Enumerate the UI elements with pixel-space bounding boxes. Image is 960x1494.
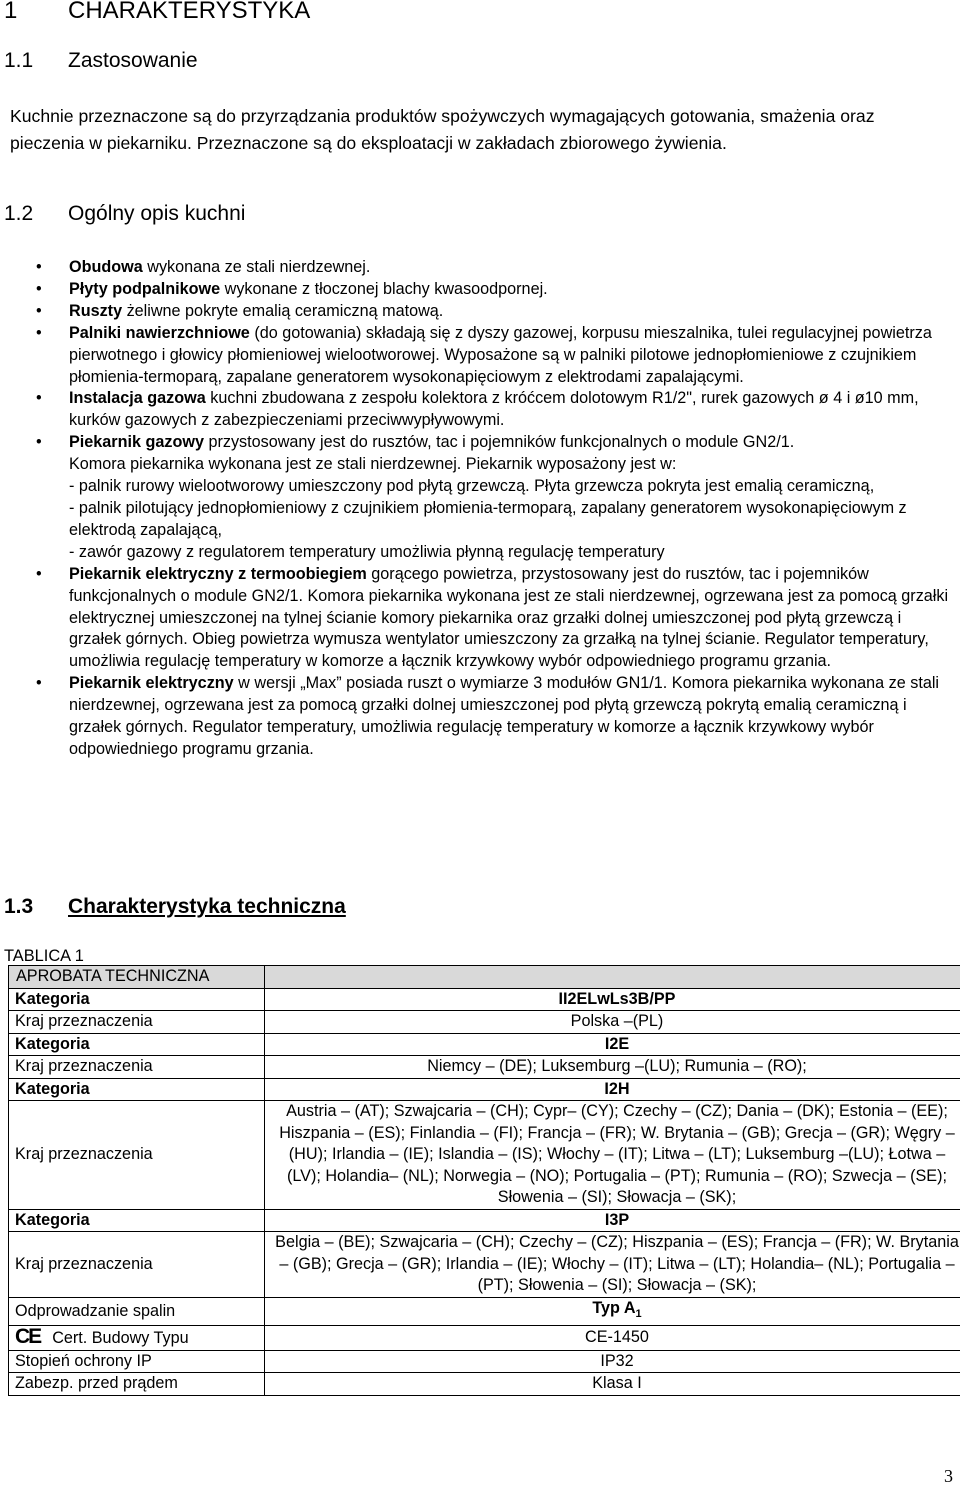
list-item	[0, 388, 960, 432]
row-label-cell	[9, 1056, 265, 1079]
spec-table	[8, 965, 960, 1396]
table-row	[9, 1350, 960, 1373]
list-item	[0, 564, 960, 674]
row-value-cell	[265, 1101, 960, 1210]
chapter-title: CHARAKTERYSTYKA	[68, 0, 311, 24]
row-label: Kategoria	[15, 1210, 90, 1229]
row-value-cell	[265, 1297, 960, 1326]
row-value-cell	[265, 1011, 960, 1034]
page-number: 3	[944, 1466, 953, 1486]
row-value: Belgia – (BE); Szwajcaria – (CH); Czechy – (CZ); Hiszpania – (ES); Francja – (FR); W. Brytania – (GB); Grecja – (GR); Irlandia – (IE); Włochy – (IT); Litwa – (LT); Holandia– (NL); Portugalia – (PT); Słowenia – (SI); Słowacja – (SK);	[275, 1233, 959, 1294]
row-value-cell	[265, 1373, 960, 1396]
row-label-cell	[9, 1232, 265, 1298]
section-heading-1-2	[4, 201, 245, 227]
row-value: Klasa I	[592, 1374, 642, 1393]
chapter-heading	[4, 0, 310, 26]
row-label: Kategoria	[15, 1079, 90, 1098]
row-label-cell	[9, 1373, 265, 1396]
list-item-term: Instalacja gazowa	[69, 389, 206, 408]
list-item-text: kuchni zbudowana z zespołu kolektora z króćcem dolotowym R1/2", rurek gazowych ø 4 i ø10 mm, kurków gazowych z zabezpieczeniami przeciwwypływowymi.	[69, 389, 919, 430]
table-row	[9, 1078, 960, 1101]
section-heading-1-3	[4, 894, 346, 920]
chapter-number: 1	[4, 0, 18, 24]
bullet-icon: •	[36, 323, 42, 342]
row-value: I2H	[604, 1079, 630, 1098]
bullet-icon: •	[36, 564, 42, 583]
row-label-cell	[9, 1033, 265, 1056]
list-item-line: - zawór gazowy z regulatorem temperatury umożliwia płynną regulację temperatury	[69, 542, 665, 561]
row-value: I3P	[604, 1210, 630, 1229]
row-value: Niemcy – (DE); Luksemburg –(LU); Rumunia – (RO);	[427, 1057, 807, 1075]
table-header-row	[9, 966, 960, 989]
bullet-icon: •	[36, 674, 42, 693]
bullet-icon: •	[36, 433, 42, 452]
list-item-term: Piekarnik elektryczny z termoobiegiem	[69, 564, 367, 583]
list-item	[0, 673, 960, 761]
list-item-text: żeliwne pokryte emalią ceramiczną matową.	[122, 301, 444, 320]
row-label-cell	[9, 1326, 265, 1351]
list-item	[0, 323, 960, 389]
list-item-text: (do gotowania) składają się z dyszy gazowej, korpusu mieszalnika, tulei regulacyjnej powietrza pierwotnego i głowicy płomieniowej wielootworowej. Wyposażone są w palniki pilotowe jednopłomieniowe z czujnikiem płomienia-termoparą, zapalane generatorem wysokonapięciowym z elektrodami zapalającymi.	[69, 323, 932, 386]
table-row	[9, 1326, 960, 1351]
row-value-cell	[265, 1326, 960, 1351]
row-value-cell	[265, 1232, 960, 1298]
list-item	[0, 257, 960, 279]
section-title: Zastosowanie	[68, 49, 198, 72]
section-number: 1.1	[4, 49, 34, 72]
row-label: Kategoria	[15, 989, 90, 1008]
row-value-cell	[265, 1078, 960, 1101]
table-row	[9, 1209, 960, 1232]
row-value-cell	[265, 1033, 960, 1056]
table-header: APROBATA TECHNICZNA	[9, 966, 265, 989]
list-item-term: Ruszty	[69, 301, 123, 320]
list-item-text: przystosowany jest do rusztów, tac i pojemników funkcjonalnych o module GN2/1.	[203, 433, 795, 452]
table-header-fill	[265, 966, 960, 989]
list-item-text: gorącego powietrza, przystosowany jest do rusztów, tac i pojemników funkcjonalnych o module GN2/1. Komora piekarnika wykonana jest ze stali nierdzewnej, ogrzewana jest za pomocą grzałki elektrycznej umieszczonej na tylnej ścianie komory piekarnika oraz grzałki dolnej umieszczonej pod płytą grzewczą i grzałek górnych. Obieg powietrza wymusza wentylator umieszczony za grzałką na tylnej ścianie. Regulator temperatury, umożliwia regulację temperatury w komorze a łącznik krzywkowy wybór odpowiedniego programu grzania.	[69, 564, 949, 671]
row-label-cell	[9, 1101, 265, 1210]
list-item-term: Piekarnik gazowy	[69, 433, 204, 452]
list-item-term: Palniki nawierzchniowe	[69, 323, 250, 342]
row-label: Kraj przeznaczenia	[15, 1057, 153, 1075]
list-item	[0, 301, 960, 323]
list-item	[0, 279, 960, 301]
row-value-cell	[265, 1350, 960, 1373]
section-number: 1.3	[4, 895, 34, 918]
list-item-line: Komora piekarnika wykonana jest ze stali nierdzewnej. Piekarnik wyposażony jest w:	[69, 455, 677, 474]
table-row	[9, 1373, 960, 1396]
row-value: Austria – (AT); Szwajcaria – (CH); Cypr– (CY); Czechy – (CZ); Dania – (DK); Estonia – (EE); Hiszpania – (ES); Finlandia – (FI); Francja – (FR); W. Brytania – (GB); Grecja – (GR); Węgry – (HU); Irlandia – (IE); Islandia – (IS); Włochy – (IT); Litwa – (LT); Luksemburg –(LU); Łotwa – (LV); Holandia– (NL); Norwegia – (NO); Portugalia – (PT); Rumunia – (RO); Szwecja – (SE); Słowenia – (SI); Słowacja – (SK);	[279, 1102, 955, 1206]
table-row	[9, 1033, 960, 1056]
row-label-cell	[9, 988, 265, 1011]
list-item-line: - palnik rurowy wielootworowy umieszczony pod płytą grzewczą. Płyta grzewcza pokryta jest emalią ceramiczną,	[69, 477, 875, 496]
description-list	[0, 257, 960, 761]
row-label: Kraj przeznaczenia	[15, 1145, 153, 1163]
list-item	[0, 432, 960, 563]
row-label-cell	[9, 1078, 265, 1101]
table-row	[9, 1011, 960, 1034]
table-row	[9, 1056, 960, 1079]
row-label-cell	[9, 1297, 265, 1326]
intro-paragraph: Kuchnie przeznaczone są do przyrządzania produktów spożywczych wymagających gotowania, smażenia oraz pieczenia w piekarniku. Przeznaczone są do eksploatacji w zakładach zbiorowego żywienia.	[10, 106, 875, 153]
list-item-term: Obudowa	[69, 258, 143, 276]
list-item-text: wykonana ze stali nierdzewnej.	[142, 258, 371, 276]
row-value: IP32	[600, 1351, 634, 1370]
row-label: Kraj przeznaczenia	[15, 1254, 153, 1273]
table-label: TABLICA 1	[4, 947, 84, 965]
list-item-text: wykonane z tłoczonej blachy kwasoodpornej.	[220, 279, 548, 298]
row-value-cell	[265, 1056, 960, 1079]
row-label: Stopień ochrony IP	[15, 1351, 152, 1370]
section-title: Ogólny opis kuchni	[68, 202, 246, 225]
list-item-term: Płyty podpalnikowe	[69, 279, 221, 298]
bullet-icon: •	[36, 279, 42, 298]
row-value-subscript: 1	[635, 1307, 642, 1320]
bullet-icon: •	[36, 301, 42, 320]
bullet-icon: •	[36, 258, 42, 276]
row-label: Kategoria	[15, 1034, 90, 1053]
row-value-cell	[265, 1209, 960, 1232]
table-row	[9, 988, 960, 1011]
list-item-text: w wersji „Max” posiada ruszt o wymiarze 3 modułów GN1/1. Komora piekarnika wykonana ze stali nierdzewnej, ogrzewana jest za pomocą grzałki dolnej umieszczonej pod płytą grzewczą pokrytą emalią ceramiczną i grzałek górnych. Regulator temperatury, umożliwia regulację temperatury w komorze a łącznik krzywkowy wybór odpowiedniego programu grzania.	[69, 674, 940, 758]
ce-mark-icon: CE	[15, 1325, 41, 1349]
row-value-cell	[265, 988, 960, 1011]
row-label-cell	[9, 1011, 265, 1034]
row-label-cell	[9, 1350, 265, 1373]
list-item-term: Piekarnik elektryczny	[69, 674, 234, 693]
table-row	[9, 1297, 960, 1326]
row-value: Polska –(PL)	[570, 1012, 664, 1030]
section-number: 1.2	[4, 202, 34, 225]
row-value: II2ELwLs3B/PP	[558, 989, 676, 1008]
bullet-icon: •	[36, 389, 42, 408]
row-label: Kraj przeznaczenia	[15, 1012, 153, 1030]
list-item-line: - palnik pilotujący jednopłomieniowy z czujnikiem płomienia-termoparą, zapalany generatorem wysokonapięciowym z elektrodą zapalającą,	[69, 498, 907, 539]
row-value: CE-1450	[585, 1328, 649, 1347]
section-heading-1-1	[4, 48, 198, 74]
row-label-cell	[9, 1209, 265, 1232]
row-label: Cert. Budowy Typu	[52, 1329, 189, 1348]
row-label: Odprowadzanie spalin	[15, 1301, 176, 1320]
table-row	[9, 1232, 960, 1298]
row-value: Typ A	[592, 1298, 636, 1317]
row-label: Zabezp. przed prądem	[15, 1374, 178, 1393]
section-title: Charakterystyka techniczna	[68, 895, 346, 918]
table-row	[9, 1101, 960, 1210]
row-value: I2E	[604, 1034, 630, 1053]
